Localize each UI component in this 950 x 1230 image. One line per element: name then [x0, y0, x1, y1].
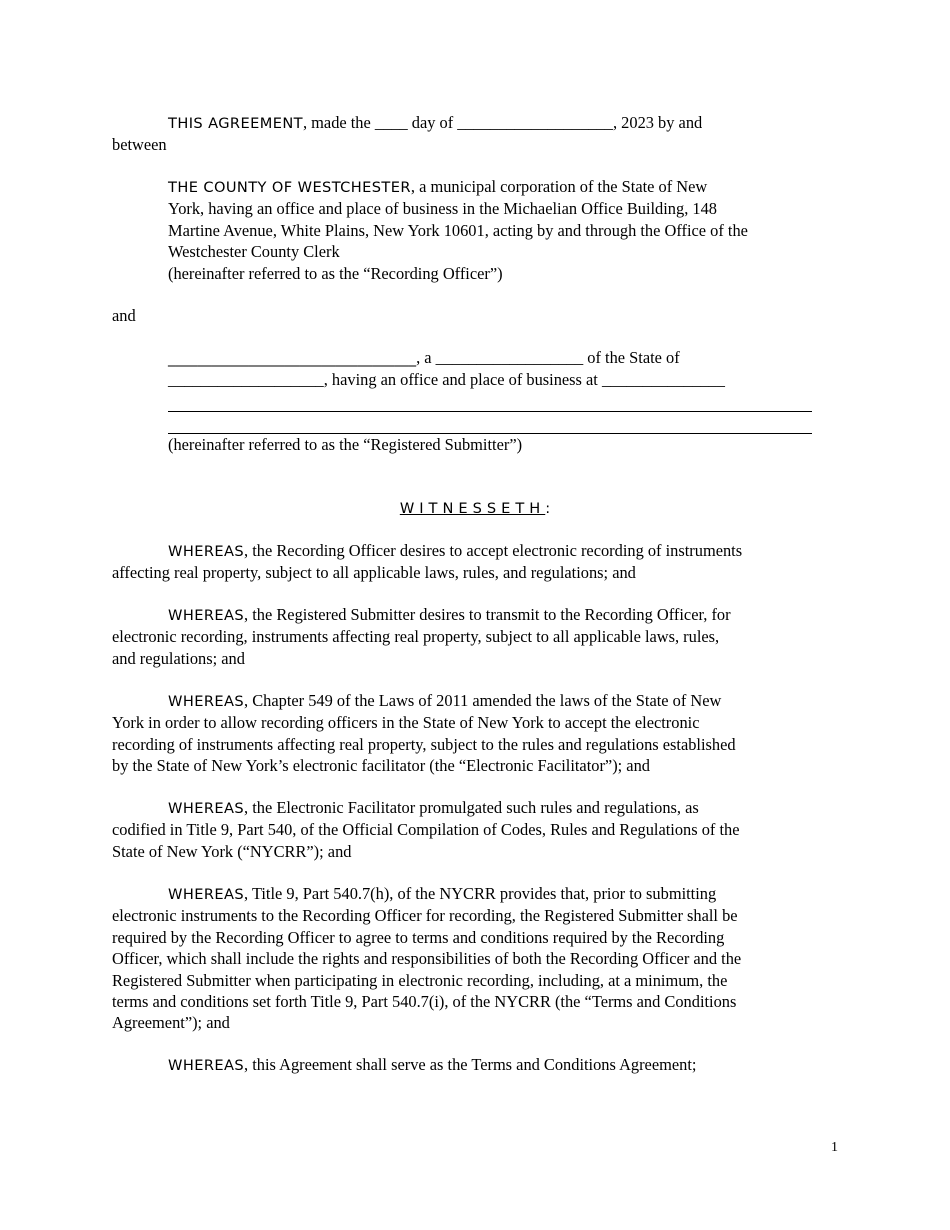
whereas-5-line-6: terms and conditions set forth Title 9, Part 540.7(i), of the NYCRR (the “Terms and Conditions	[112, 992, 737, 1012]
whereas-lead: WHEREAS	[168, 607, 245, 624]
whereas-6-line-1: , this Agreement shall serve as the Terms and Conditions Agreement;	[244, 1055, 697, 1074]
witnesseth-heading	[0, 497, 950, 519]
intro-lead: THIS AGREEMENT	[168, 115, 303, 132]
whereas-5-line-7: Agreement”); and	[112, 1013, 230, 1033]
whereas-lead: WHEREAS	[168, 886, 245, 903]
whereas-3-line-4: by the State of New York’s electronic facilitator (the “Electronic Facilitator”); and	[112, 756, 650, 776]
intro-text-1: , made the ____ day of ___________________, 2023 by and	[302, 113, 703, 132]
whereas-4-line-1: , the Electronic Facilitator promulgated such rules and regulations, as	[244, 798, 699, 817]
whereas-5-line-5: Registered Submitter when participating in electronic recording, including, at a minimum, the	[112, 970, 728, 990]
address-blank-line-1	[168, 391, 812, 412]
whereas-3-line-2: York in order to allow recording officers in the State of New York to accept the electronic	[112, 713, 700, 733]
address-blank-line-2	[168, 412, 812, 433]
whereas-5-line-4: Officer, which shall include the rights and responsibilities of both the Recording Officer and the	[112, 949, 742, 969]
whereas-clause-4	[112, 797, 842, 862]
county-ref: (hereinafter referred to as the “Recording Officer”)	[168, 263, 503, 283]
whereas-5-line-1: , Title 9, Part 540.7(h), of the NYCRR provides that, prior to submitting	[244, 884, 717, 903]
county-party-block	[168, 176, 848, 284]
whereas-2-line-2: electronic recording, instruments affecting real property, subject to all applicable laws, rules,	[112, 627, 720, 647]
whereas-lead: WHEREAS	[168, 543, 245, 560]
whereas-clause-3	[112, 690, 842, 777]
whereas-clause-1	[112, 540, 842, 584]
and-connector	[112, 305, 842, 326]
submitter-party-block	[168, 347, 848, 455]
whereas-1-line-1: , the Recording Officer desires to accept electronic recording of instruments	[244, 541, 743, 560]
whereas-1-line-2: affecting real property, subject to all applicable laws, rules, and regulations; and	[112, 563, 636, 583]
heading-colon: :	[545, 500, 551, 517]
whereas-4-line-2: codified in Title 9, Part 540, of the Official Compilation of Codes, Rules and Regulations of the	[112, 820, 740, 840]
whereas-lead: WHEREAS	[168, 800, 245, 817]
submitter-line-1: , a __________________ of the State of	[416, 348, 680, 367]
county-line-3: Martine Avenue, White Plains, New York 10601, acting by and through the Office of the	[168, 220, 748, 240]
county-line-1: , a municipal corporation of the State of New	[410, 177, 708, 196]
page-number: 1	[831, 1140, 838, 1155]
and-word: and	[112, 306, 136, 325]
county-line-2: York, having an office and place of business in the Michaelian Office Building, 148	[168, 199, 717, 219]
submitter-name-blank: __________________________________	[168, 350, 417, 367]
whereas-5-line-3: required by the Recording Officer to agree to terms and conditions required by the Recording	[112, 927, 725, 947]
whereas-3-line-1: , Chapter 549 of the Laws of 2011 amended the laws of the State of New	[244, 691, 722, 710]
whereas-5-line-2: electronic instruments to the Recording Officer for recording, the Registered Submitter shall be	[112, 906, 738, 926]
whereas-clause-5	[112, 883, 842, 1034]
whereas-clause-2	[112, 604, 842, 669]
submitter-ref: (hereinafter referred to as the “Registered Submitter”)	[168, 434, 523, 454]
heading-word: WITNESSETH	[399, 500, 546, 517]
whereas-lead: WHEREAS	[168, 1057, 245, 1074]
whereas-lead: WHEREAS	[168, 693, 245, 710]
whereas-3-line-3: recording of instruments affecting real property, subject to the rules and regulations established	[112, 734, 736, 754]
intro-paragraph	[112, 112, 842, 156]
county-name: THE COUNTY OF WESTCHESTER	[168, 179, 411, 196]
submitter-line-2: ___________________, having an office and place of business at _______________	[168, 370, 725, 390]
whereas-clause-6	[112, 1054, 842, 1076]
intro-text-2: between	[112, 135, 167, 155]
whereas-4-line-3: State of New York (“NYCRR”); and	[112, 841, 352, 861]
whereas-2-line-1: , the Registered Submitter desires to transmit to the Recording Officer, for	[244, 605, 731, 624]
county-line-4: Westchester County Clerk	[168, 242, 340, 262]
whereas-2-line-3: and regulations; and	[112, 648, 245, 668]
